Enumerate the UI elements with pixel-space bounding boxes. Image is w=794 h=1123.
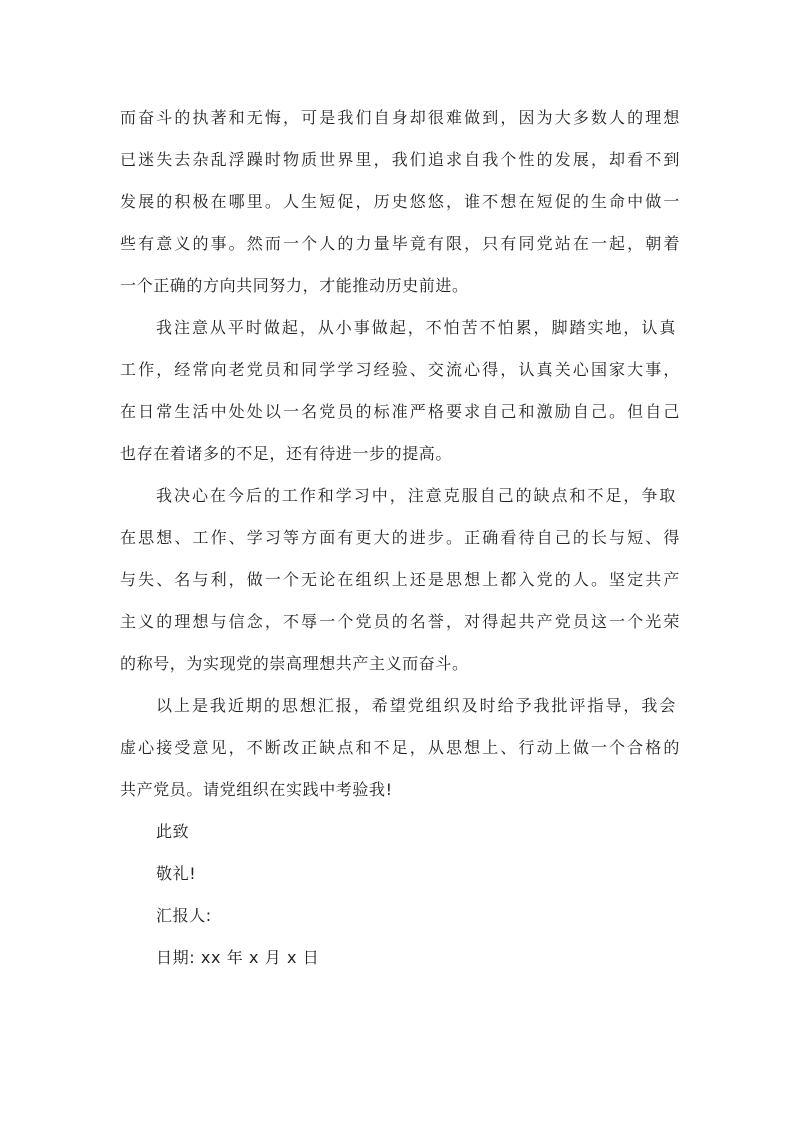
paragraph-1-line-3: 发展的积极在哪里。人生短促，历史悠悠，谁不想在短促的生命中做一: [120, 192, 680, 211]
paragraph-3-line-4: 主义的理想与信念，不辱一个党员的名誉，对得起共产党员这一个光荣: [120, 612, 680, 631]
closing-regards: 敬礼!: [156, 864, 197, 883]
paragraph-1-line-4: 些有意义的事。然而一个人的力量毕竟有限，只有同党站在一起，朝着: [120, 234, 680, 253]
paragraph-3-line-3: 与失、名与利，做一个无论在组织上还是思想上都入党的人。坚定共产: [120, 570, 680, 589]
paragraph-2-line-3: 在日常生活中处处以一名党员的标准严格要求自己和激励自己。但自己: [120, 402, 680, 421]
report-date: 日期: xx 年 x 月 x 日: [156, 948, 320, 967]
paragraph-4-line-2: 虚心接受意见，不断改正缺点和不足，从思想上、行动上做一个合格的: [120, 738, 680, 757]
paragraph-1-line-5: 一个正确的方向共同努力，才能推动历史前进。: [120, 276, 469, 295]
paragraph-1-line-1: 而奋斗的执著和无悔，可是我们自身却很难做到，因为大多数人的理想: [120, 108, 680, 127]
paragraph-4-line-1: 以上是我近期的思想汇报，希望党组织及时给予我批评指导，我会: [156, 696, 676, 715]
reporter-label: 汇报人:: [156, 906, 212, 925]
paragraph-3-line-1: 我决心在今后的工作和学习中，注意克服自己的缺点和不足，争取: [156, 486, 676, 505]
paragraph-3-line-5: 的称号，为实现党的崇高理想共产主义而奋斗。: [120, 654, 469, 673]
paragraph-2-line-2: 工作，经常向老党员和同学学习经验、交流心得，认真关心国家大事，: [120, 360, 680, 379]
paragraph-3-line-2: 在思想、工作、学习等方面有更大的进步。正确看待自己的长与短、得: [120, 528, 680, 547]
closing-salutation: 此致: [156, 822, 190, 841]
paragraph-4-line-3: 共产党员。请党组织在实践中考验我!: [120, 780, 393, 799]
paragraph-2-line-1: 我注意从平时做起，从小事做起，不怕苦不怕累，脚踏实地，认真: [156, 318, 676, 337]
paragraph-2-line-4: 也存在着诸多的不足，还有待进一步的提高。: [120, 444, 453, 463]
paragraph-1-line-2: 已迷失去杂乱浮躁时物质世界里，我们追求自我个性的发展，却看不到: [120, 150, 680, 169]
